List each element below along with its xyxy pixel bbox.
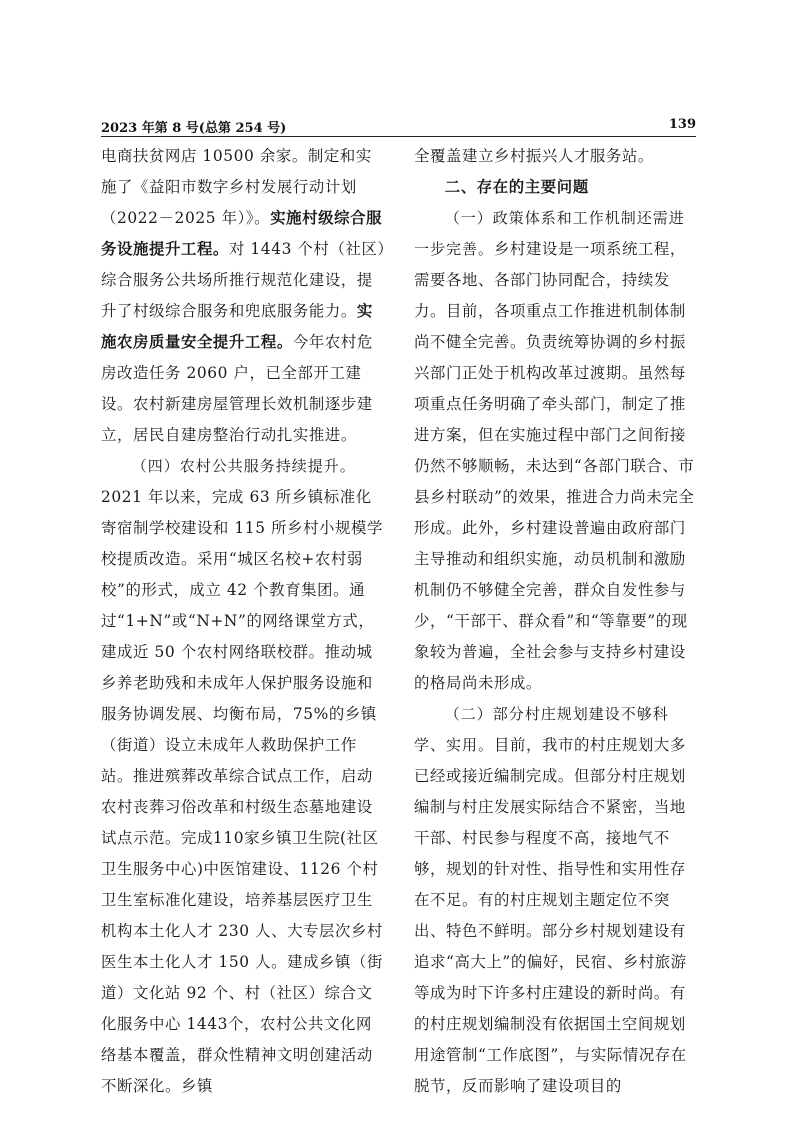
- paragraph-continuation: 全覆盖建立乡村振兴人才服务站。: [414, 147, 654, 165]
- journal-issue: 2023 年第 8 号(总第 254 号): [101, 121, 287, 136]
- paragraph-village-planning: [414, 699, 697, 1102]
- paragraph-text: 今年农村危房改造任务 2060 户，已全部开工建设。农村新建房屋管理长效机制逐步建立，居民自建房整治行动扎实推进。: [101, 333, 373, 444]
- bold-phrase: 实施村级综合服务设施提升工程。: [101, 209, 383, 258]
- running-header: [101, 117, 696, 137]
- header-rule: [101, 136, 696, 137]
- subsection-title: （二）部分村庄规划建设不够科学、实用。: [414, 705, 669, 754]
- page-number: 139: [668, 117, 696, 132]
- right-column: [414, 141, 697, 1102]
- subsection-title: （一）政策体系和工作机制还需进一步完善。: [414, 209, 685, 258]
- bold-phrase: 实施农房质量安全提升工程。: [101, 302, 373, 351]
- paragraph-digital-village: [101, 141, 387, 451]
- paragraph-text: 对 1443 个村（社区）综合服务公共场所推行规范化建设，提升了村级综合服务和兜底服务能力。: [101, 240, 386, 320]
- paragraph-public-services: [101, 451, 387, 1102]
- paragraph-text: 电商扶贫网店 10500 余家。制定和实施了《益阳市数字乡村发展行动计划（2022－2025 年）》。: [101, 147, 372, 227]
- section-heading: 二、存在的主要问题: [444, 178, 589, 196]
- paragraph-text: 2021 年以来，完成 63 所乡镇标准化寄宿制学校建设和 115 所乡村小规模学校提质改造。采用“城区名校+农村弱校”的形式，成立 42 个教育集团。通过“1+N”或“N+N”的网络课堂方式，建成近 50 个农村网络联校群。推动城乡养老助残和未成年人保护服务设施和服务协调发展、均衡布局，75%的乡镇（街道）设立未成年人救助保护工作站。推进殡葬改革综合试点工作，启动农村丧葬习俗改革和村级生态墓地建设试点示范。完成110家乡镇卫生院(社区卫生服务中心)中医馆建设、1126 个村卫生室标准化建设，培养基层医疗卫生机构本土化人才 230 人、大专层次乡村医生本土化人才 150 人。建成乡镇（街道）文化站 92 个、村（社区）综合文化服务中心 1443个，农村公共文化网络基本覆盖，群众性精神文明创建活动不断深化。乡镇: [101, 488, 384, 1095]
- paragraph-text: 目前，我市的村庄规划大多已经或接近编制完成。但部分村庄规划编制与村庄发展实际结合不紧密，当地干部、村民参与程度不高，接地气不够，规划的针对性、指导性和实用性存在不足。有的村庄规划主题定位不突出、特色不鲜明。部分乡村规划建设有追求“高大上”的偏好，民宿、乡村旅游等成为时下许多村庄建设的新时尚。有的村庄规划编制没有依据国土空间规划用途管制“工作底图”，与实际情况存在脱节，反而影响了建设项目的: [414, 736, 687, 1095]
- paragraph-text: 乡村建设是一项系统工程，需要各地、各部门协同配合，持续发力。目前，各项重点工作推进机制体制尚不健全完善。负责统筹协调的乡村振兴部门正处于机构改革过渡期。虽然每项重点任务明确了牵头部门，制定了推进方案，但在实施过程中部门之间衔接仍然不够顺畅，未达到“各部门联合、市县乡村联动”的效果，推进合力尚未完全形成。此外，乡村建设普遍由政府部门主导推动和组织实施，动员机制和激励机制仍不够健全完善，群众自发性参与少，“干部干、群众看”和“等靠要”的现象较为普遍，全社会参与支持乡村建设的格局尚未形成。: [414, 240, 695, 692]
- paragraph-policy-system: [414, 203, 697, 699]
- subsection-title: （四）农村公共服务持续提升。: [131, 457, 356, 475]
- left-column: [101, 141, 387, 1102]
